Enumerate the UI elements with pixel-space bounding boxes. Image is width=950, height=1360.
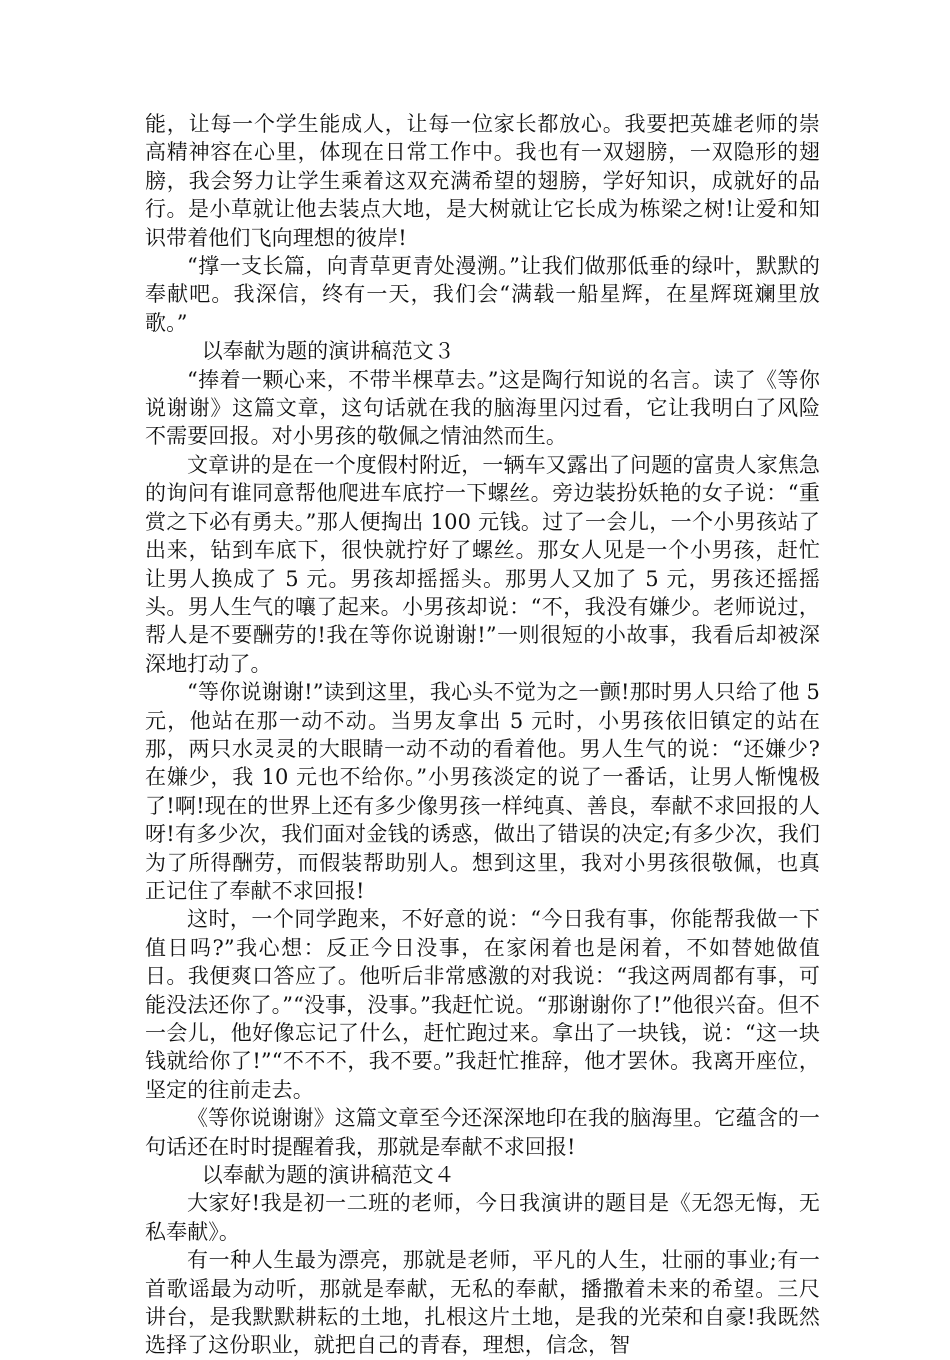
paragraph: “捧着一颗心来，不带半棵草去。”这是陶行知说的名言。读了《等你说谢谢》这篇文章，这句话就在我的脑海里闪过看，它让我明白了风险不需要回报。对小男孩的敬佩之情油然而生。 bbox=[145, 367, 820, 449]
paragraph: “等你说谢谢!”读到这里，我心头不觉为之一颤!那时男人只给了他 5 元，他站在那一动不动。当男友拿出 5 元时，小男孩依旧镇定的站在那，两只水灵灵的大眼睛一动不动的看着他。男人生气的说：“还嫌少?在嫌少，我 10 元也不给你。”小男孩淡定的说了一番话，让男人惭愧极了!啊!现在的世界上还有多少像男孩一样纯真、善良，奉献不求回报的人呀!有多少次，我们面对金钱的诱惑，做出了错误的决定;有多少次，我们为了所得酬劳，而假装帮助别人。想到这里，我对小男孩很敬佩，也真正记住了奉献不求回报! bbox=[145, 680, 820, 903]
section-heading-3: 以奉献为题的演讲稿范文３ bbox=[201, 339, 455, 364]
paragraph: 有一种人生最为漂亮，那就是老师，平凡的人生，壮丽的事业;有一首歌谣最为动听，那就是奉献，无私的奉献，播撒着未来的希望。三尺讲台，是我默默耕耘的土地，扎根这片土地，是我的光荣和自豪!我既然选择了这份职业，就把自己的青春，理想，信念，智 bbox=[145, 1248, 820, 1358]
paragraph: 大家好!我是初一二班的老师，今日我演讲的题目是《无怨无悔，无私奉献》。 bbox=[145, 1191, 820, 1244]
paragraph: “撑一支长篇，向青草更青处漫溯。”让我们做那低垂的绿叶，默默的奉献吧。我深信，终有一天，我们会“满载一船星辉，在星辉斑斓里放歌。” bbox=[145, 254, 820, 335]
paragraph-continued: 能，让每一个学生能成人，让每一位家长都放心。我要把英雄老师的崇高精神容在心里，体现在日常工作中。我也有一双翅膀，一双隐形的翅膀，我会努力让学生乘着这双充满希望的翅膀，学好知识，成就好的品行。是小草就让他去装点大地，是大树就让它长成为栋梁之树!让爱和知识带着他们飞向理想的彼岸! bbox=[145, 112, 820, 250]
section-heading-4: 以奉献为题的演讲稿范文４ bbox=[201, 1163, 455, 1188]
paragraph: 这时，一个同学跑来，不好意的说：“今日我有事，你能帮我做一下值日吗?”我心想：反正今日没事，在家闲着也是闲着，不如替她做值日。我便爽口答应了。他听后非常感激的对我说：“我这两周都有事，可能没法还你了。”“没事，没事。”我赶忙说。“那谢谢你了!”他很兴奋。但不一会儿，他好像忘记了什么，赶忙跑过来。拿出了一块钱，说：“这一块钱就给你了!”“不不不，我不要。”我赶忙推辞，他才罢休。我离开座位，坚定的往前走去。 bbox=[145, 907, 820, 1102]
document-body bbox=[145, 110, 820, 1360]
paragraph: 《等你说谢谢》这篇文章至今还深深地印在我的脑海里。它蕴含的一句话还在时时提醒着我，那就是奉献不求回报! bbox=[145, 1106, 820, 1159]
paragraph: 文章讲的是在一个度假村附近，一辆车又露出了问题的富贵人家焦急的询问有谁同意帮他爬进车底拧一下螺丝。旁边装扮妖艳的女子说：“重赏之下必有勇夫。”那人便掏出 100 元钱。过了一会儿，一个小男孩站了出来，钻到车底下，很快就拧好了螺丝。那女人见是一个小男孩，赶忙让男人换成了 5 元。男孩却摇摇头。那男人又加了 5 元，男孩还摇摇头。男人生气的嚷了起来。小男孩却说：“不，我没有嫌少。老师说过，帮人是不要酬劳的!我在等你说谢谢!”一则很短的小故事，我看后却被深深地打动了。 bbox=[145, 452, 820, 676]
